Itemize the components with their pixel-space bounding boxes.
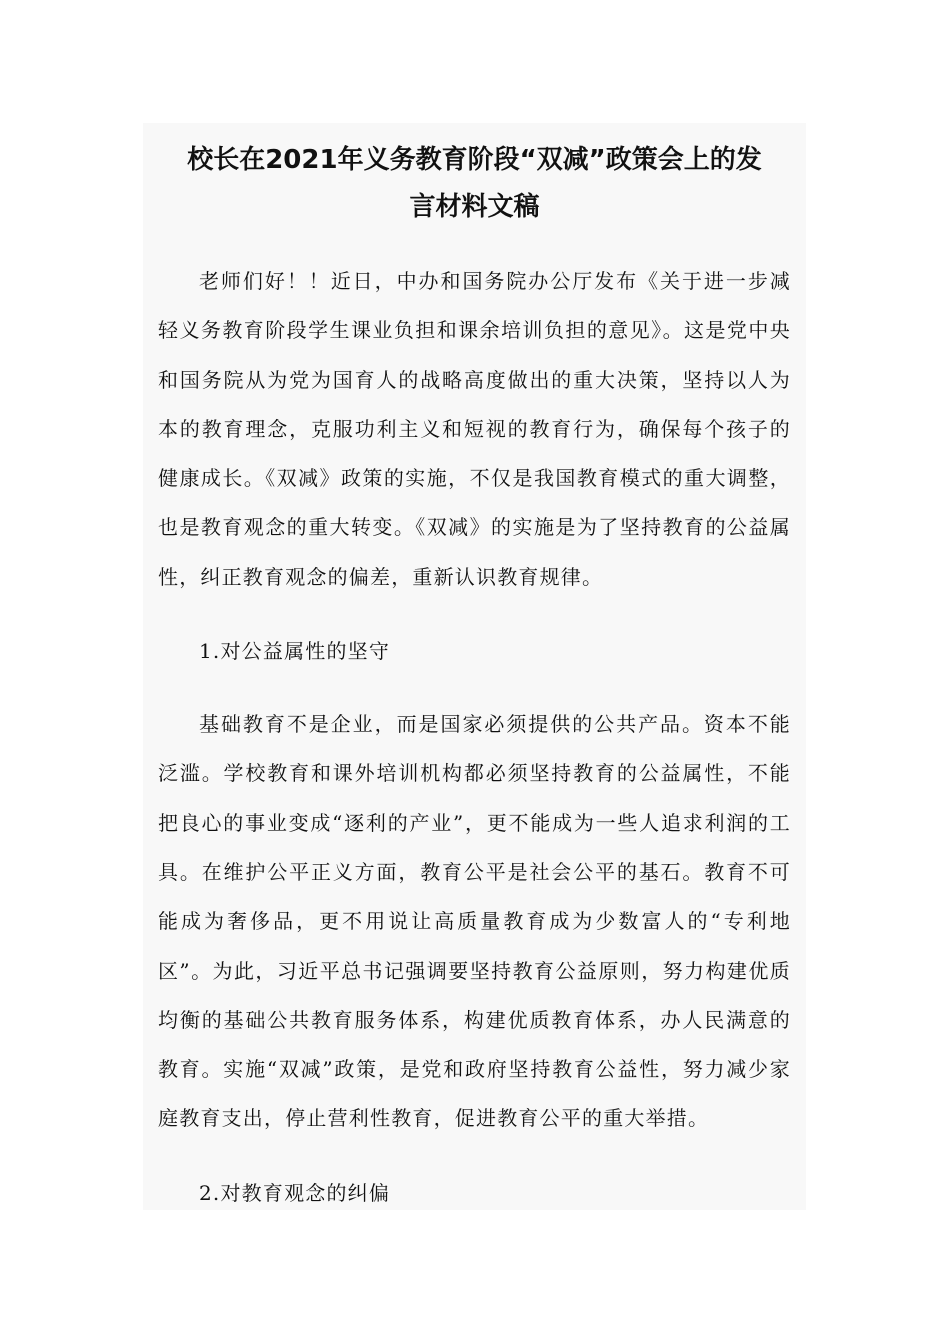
title-line-1: 校长在2021年义务教育阶段“双减”政策会上的发	[187, 145, 762, 175]
paragraph-public-welfare: 基础教育不是企业，而是国家必须提供的公共产品。资本不能泛滥。学校教育和课外培训机构都必须坚持教育的公益属性，不能把良心的事业变成“逐利的产业”，更不能成为一些人追求利润的工具。在维护公平正义方面，教育公平是社会公平的基石。教育不可能成为奢侈品，更不用说让高质量教育成为少数富人的“专利地区”。为此，习近平总书记强调要坚持教育公益原则，努力构建优质均衡的基础公共教育服务体系，构建优质教育体系，办人民满意的教育。实施“双减”政策，是党和政府坚持教育公益性，努力减少家庭教育支出，停止营利性教育，促进教育公平的重大举措。	[158, 712, 791, 1131]
paragraph-intro: 老师们好！！近日，中办和国务院办公厅发布《关于进一步减轻义务教育阶段学生课业负担和课余培训负担的意见》。这是党中央和国务院从为党为国育人的战略高度做出的重大决策，坚持以人为本的教育理念，克服功利主义和短视的教育行为，确保每个孩子的健康成长。《双减》政策的实施，不仅是我国教育模式的重大调整，也是教育观念的重大转变。《双减》的实施是为了坚持教育的公益属性，纠正教育观念的偏差，重新认识教育规律。	[158, 269, 791, 589]
section-heading-1: 1.对公益属性的坚守	[199, 639, 391, 664]
title-line-2: 言材料文稿	[409, 192, 540, 222]
document-title	[158, 137, 791, 231]
document-page	[143, 123, 806, 1210]
section-heading-2: 2.对教育观念的纠偏	[199, 1180, 391, 1205]
